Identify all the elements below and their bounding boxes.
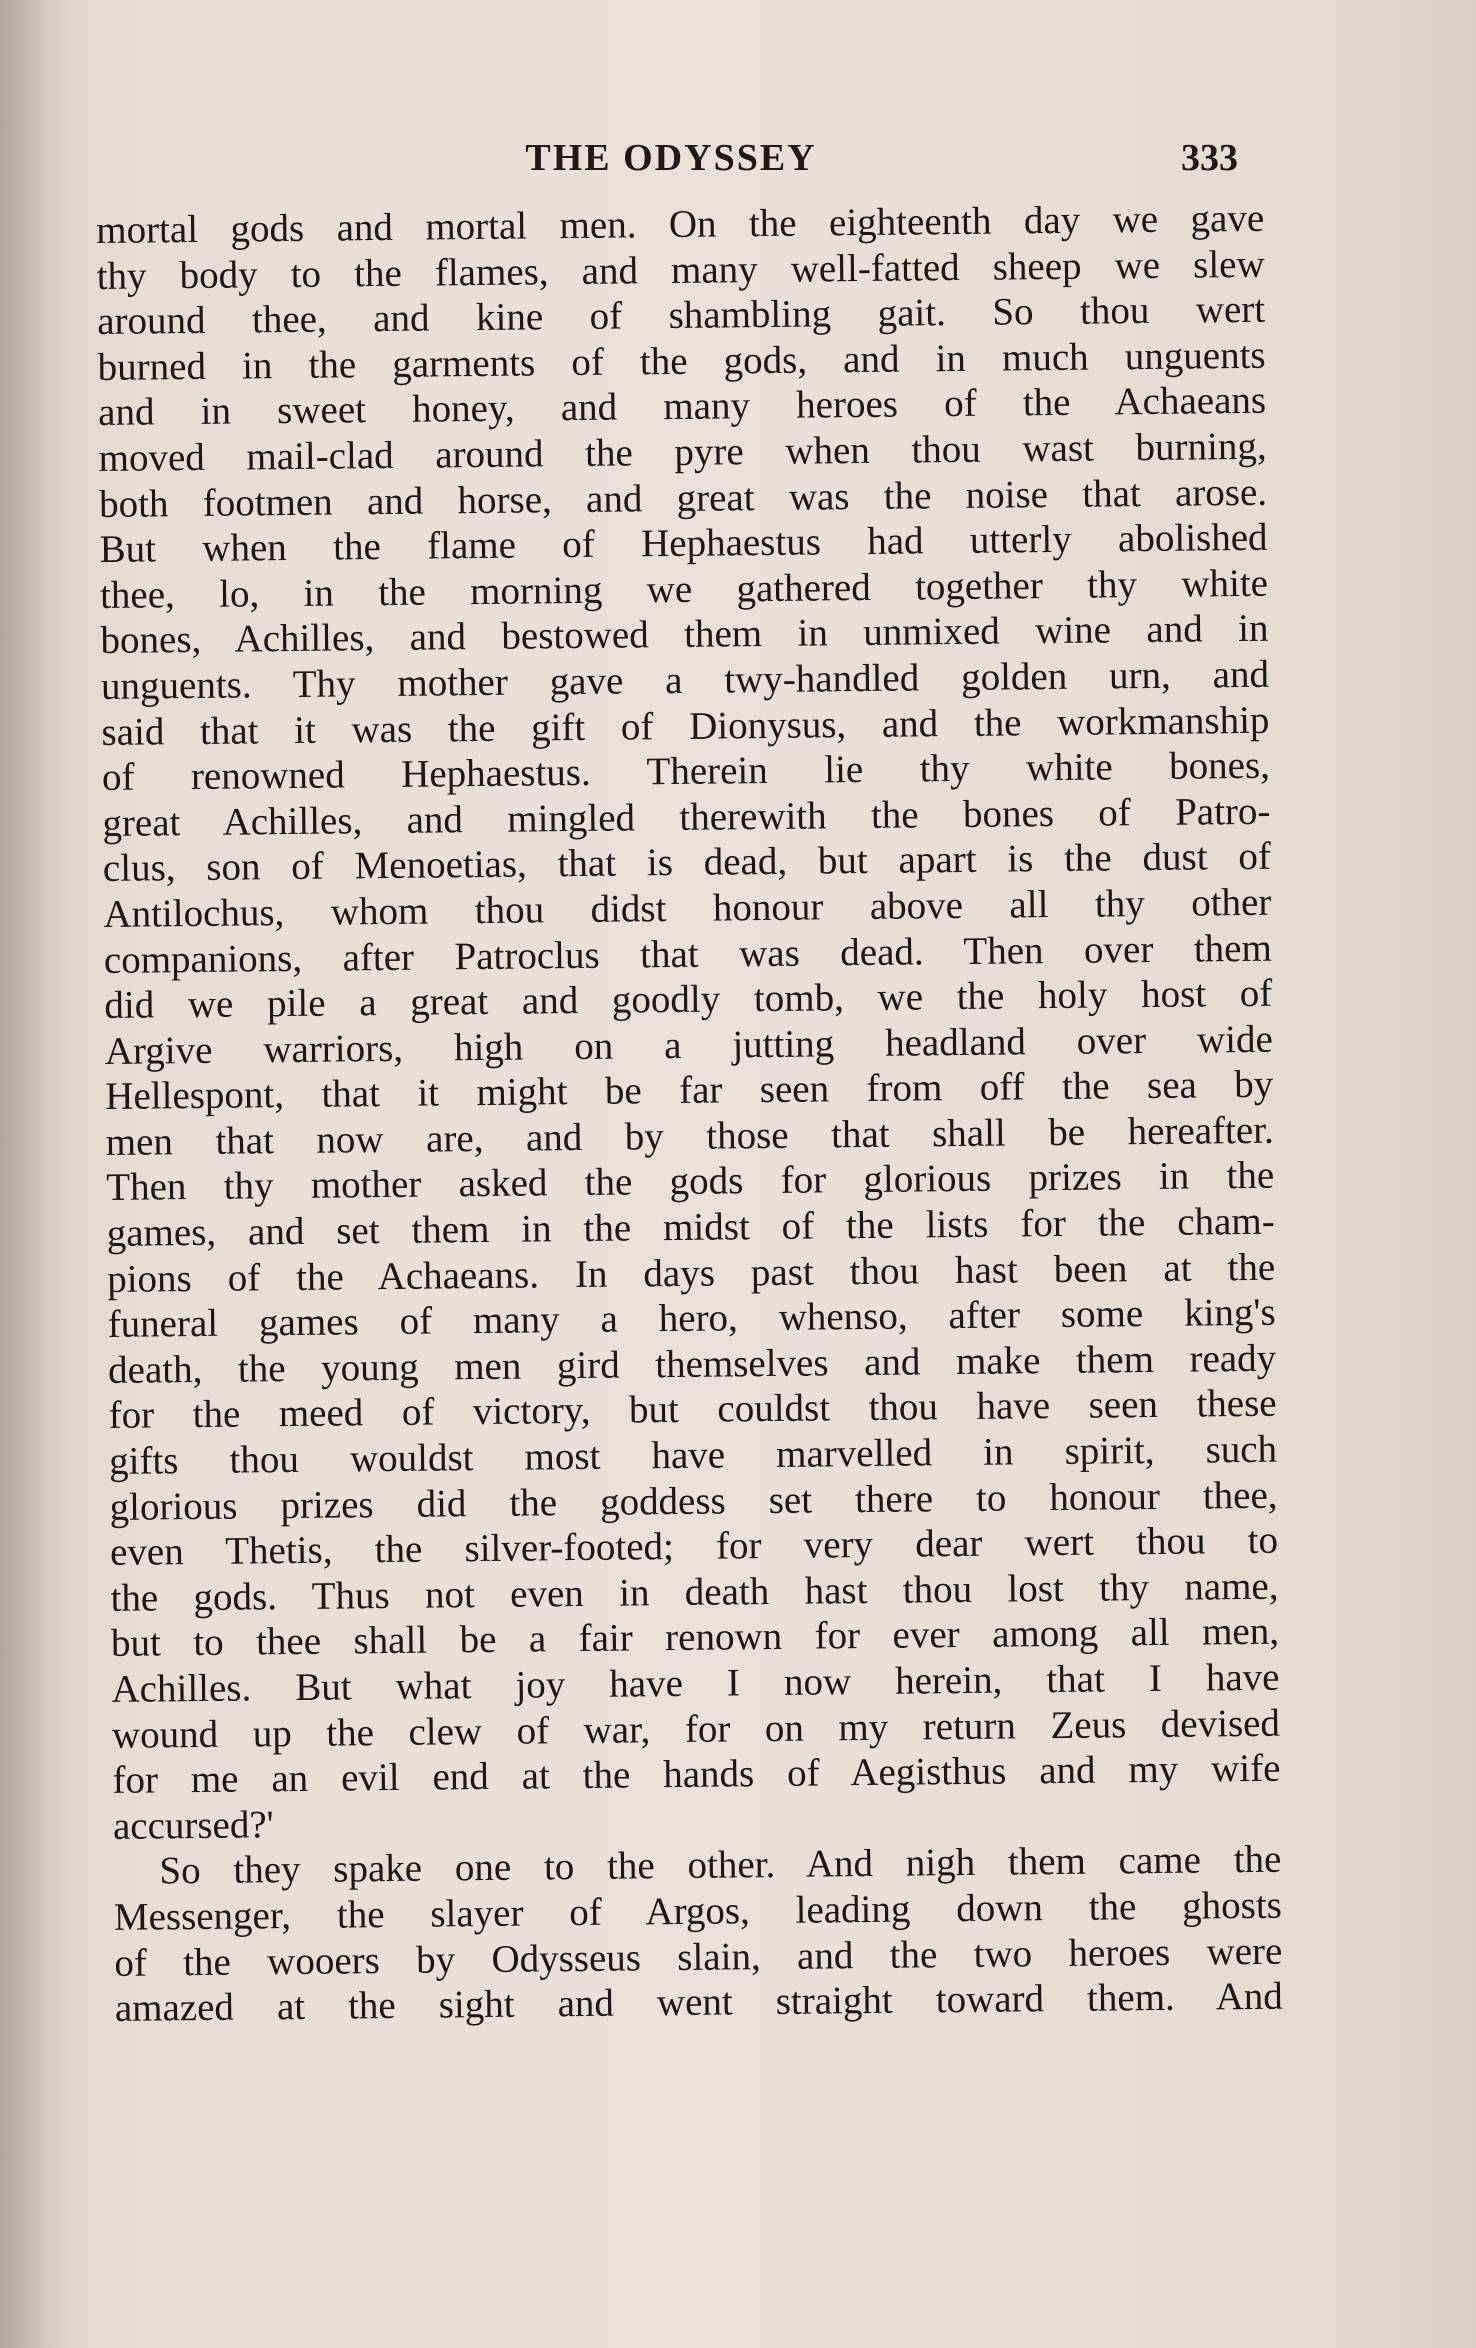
text-line: did we pile a great and goodly tomb, we the holy host of xyxy=(104,971,1273,1028)
running-header xyxy=(96,136,1246,186)
text-line: glorious prizes did the goddess set there to honour thee, xyxy=(109,1473,1278,1529)
text-line: of the wooers by Odysseus slain, and the two heroes were xyxy=(114,1929,1283,1985)
text-line: the gods. Thus not even in death hast thou lost thy name, xyxy=(110,1564,1279,1620)
text-line: burned in the garments of the gods, and in much unguents xyxy=(97,333,1266,389)
text-line: Antilochus, whom thou didst honour above all thy other xyxy=(103,880,1272,936)
text-line: gifts thou wouldst most have marvelled in spirit, such xyxy=(108,1427,1278,1483)
text-line: Then thy mother asked the gods for glorious prizes in the xyxy=(106,1154,1275,1210)
text-line: Achilles. But what joy have I now herein, that I have xyxy=(111,1655,1280,1711)
text-line: thee, lo, in the morning we gathered together thy white xyxy=(99,561,1269,617)
text-line: Messenger, the slayer of Argos, leading down the ghosts xyxy=(113,1883,1283,1939)
text-line: Argive warriors, high on a jutting headland over wide xyxy=(104,1017,1273,1073)
text-line: companions, after Patroclus that was dead. Then over them xyxy=(103,926,1273,982)
text-line: said that it was the gift of Dionysus, and the workmanship xyxy=(101,698,1270,754)
text-line: mortal gods and mortal men. On the eighteenth day we gave xyxy=(96,196,1265,252)
text-line: clus, son of Menoetias, that is dead, but apart is the dust of xyxy=(102,835,1272,891)
text-line: thy body to the flames, and many well-fatted sheep we slew xyxy=(96,242,1265,298)
text-line: for me an evil end at the hands of Aegisthus and my wife xyxy=(112,1746,1281,1803)
text-line: wound up the clew of war, for on my return Zeus devised xyxy=(111,1701,1281,1757)
text-line: great Achilles, and mingled therewith the bones of Patro- xyxy=(102,789,1271,845)
binding-gutter-shadow xyxy=(0,0,70,2348)
text-line: around thee, and kine of shambling gait. So thou wert xyxy=(96,287,1266,344)
text-line: of renowned Hephaestus. Therein lie thy white bones, xyxy=(101,743,1271,800)
text-line: men that now are, and by those that shall be hereafter. xyxy=(105,1108,1274,1164)
text-line: and in sweet honey, and many heroes of the Achaeans xyxy=(97,379,1267,435)
page-number: 333 xyxy=(1181,137,1238,179)
text-line: moved mail-clad around the pyre when thou wast burning, xyxy=(98,424,1267,480)
text-line: but to thee shall be a fair renown for ever among all men, xyxy=(110,1610,1280,1666)
text-line: games, and set them in the midst of the lists for the cham- xyxy=(106,1199,1275,1256)
text-line: accursed?' xyxy=(112,1803,274,1848)
text-line: for the meed of victory, but couldst thou have seen these xyxy=(108,1382,1277,1438)
text-line: bones, Achilles, and bestowed them in unmixed wine and in xyxy=(100,607,1269,663)
text-line: death, the young men gird themselves and make them ready xyxy=(107,1336,1277,1392)
body-text xyxy=(96,196,1283,2032)
text-line: both footmen and horse, and great was the noise that arose. xyxy=(98,470,1268,526)
text-line: So they spake one to the other. And nigh them came the xyxy=(159,1838,1282,1893)
text-line: funeral games of many a hero, whenso, after some king's xyxy=(107,1290,1276,1347)
text-line: pions of the Achaeans. In days past thou hast been at the xyxy=(106,1245,1276,1301)
text-line: Hellespont, that it might be far seen from off the sea by xyxy=(105,1063,1274,1119)
text-line: But when the flame of Hephaestus had utterly abolished xyxy=(99,515,1268,572)
running-title: THE ODYSSEY xyxy=(525,137,817,179)
text-line: even Thetis, the silver-footed; for very dear wert thou to xyxy=(109,1518,1279,1575)
text-line: amazed at the sight and went straight toward them. And xyxy=(114,1974,1284,2031)
text-line: unguents. Thy mother gave a twy-handled golden urn, and xyxy=(100,652,1270,708)
